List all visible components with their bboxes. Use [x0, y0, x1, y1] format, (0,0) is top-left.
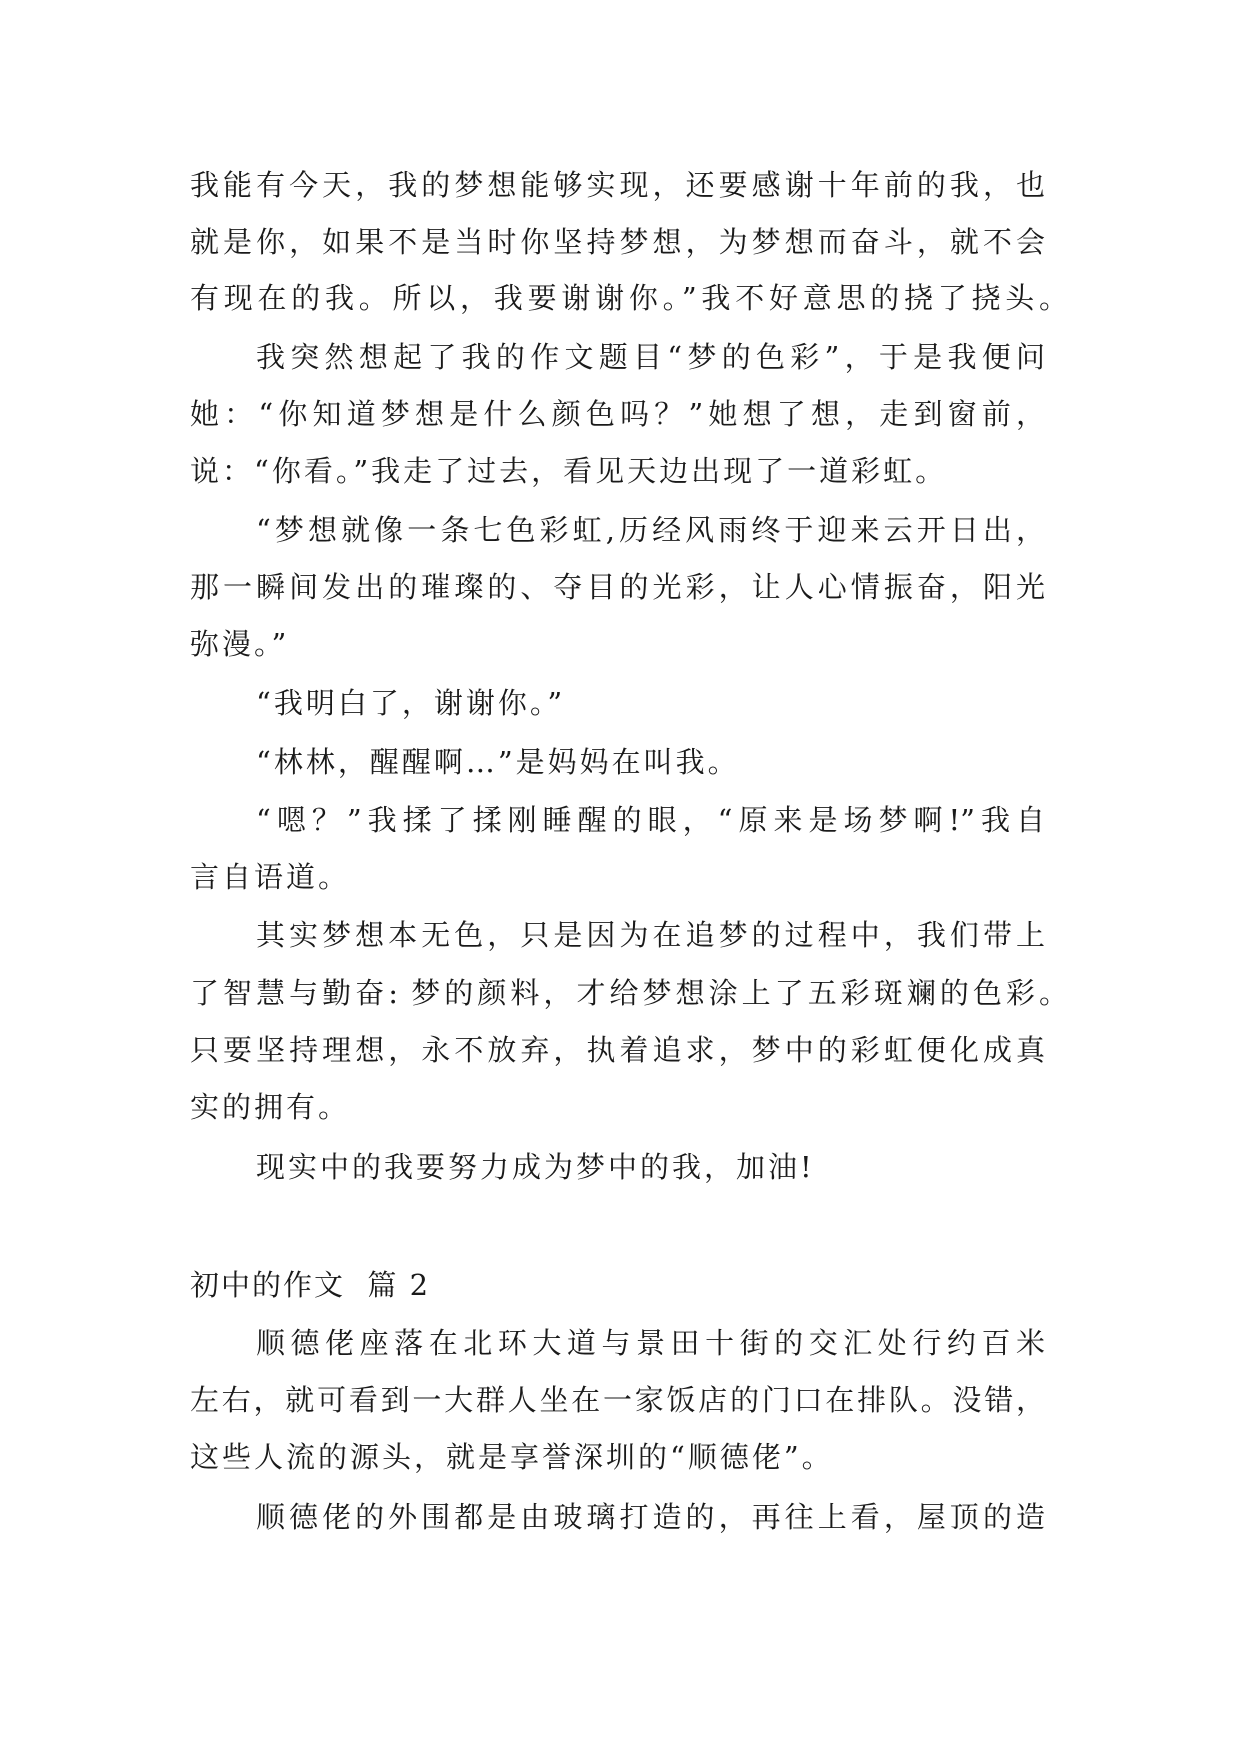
text-line: “嗯？”我揉了揉刚睡醒的眼，“原来是场梦啊!”我自: [256, 803, 1045, 837]
text-line: 她：“你知道梦想是什么颜色吗？”她想了想，走到窗前，: [190, 397, 1045, 431]
text-line: 我突然想起了我的作文题目“梦的色彩”，于是我便问: [256, 340, 1045, 374]
text-line: 这些人流的源头，就是享誉深圳的“顺德佬”。: [190, 1440, 834, 1474]
text-line: 我能有今天，我的梦想能够实现，还要感谢十年前的我，也: [190, 168, 1045, 202]
text-line: “林林，醒醒啊…”是妈妈在叫我。: [256, 745, 740, 779]
text-line: 那一瞬间发出的璀璨的、夺目的光彩，让人心情振奋，阳光: [190, 570, 1045, 604]
section-heading: 初中的作文 篇 2: [190, 1268, 431, 1302]
text-line: 弥漫。”: [190, 627, 290, 661]
text-line: 言自语道。: [190, 860, 351, 894]
text-line: 只要坚持理想，永不放弃，执着追求，梦中的彩虹便化成真: [190, 1033, 1045, 1067]
text-line: 其实梦想本无色，只是因为在追梦的过程中，我们带上: [256, 918, 1045, 952]
text-line: 说：“你看。”我走了过去，看见天边出现了一道彩虹。: [190, 454, 948, 488]
text-line: 了智慧与勤奋: 梦的颜料，才给梦想涂上了五彩斑斓的色彩。: [190, 976, 1068, 1010]
text-line: “梦想就像一条七色彩虹,历经风雨终于迎来云开日出，: [256, 513, 1045, 547]
text-line: 有现在的我。所以，我要谢谢你。”我不好意思的挠了挠头。: [190, 281, 1068, 315]
text-line: “我明白了，谢谢你。”: [256, 686, 566, 720]
text-line: 顺德佬座落在北环大道与景田十街的交汇处行约百米: [256, 1326, 1045, 1360]
text-line: 顺德佬的外围都是由玻璃打造的，再往上看，屋顶的造: [256, 1500, 1045, 1534]
text-line: 就是你，如果不是当时你坚持梦想，为梦想而奋斗，就不会: [190, 225, 1045, 259]
text-line: 现实中的我要努力成为梦中的我，加油!: [256, 1150, 815, 1184]
text-line: 左右，就可看到一大群人坐在一家饭店的门口在排队。没错，: [190, 1383, 1045, 1417]
text-line: 实的拥有。: [190, 1090, 351, 1124]
